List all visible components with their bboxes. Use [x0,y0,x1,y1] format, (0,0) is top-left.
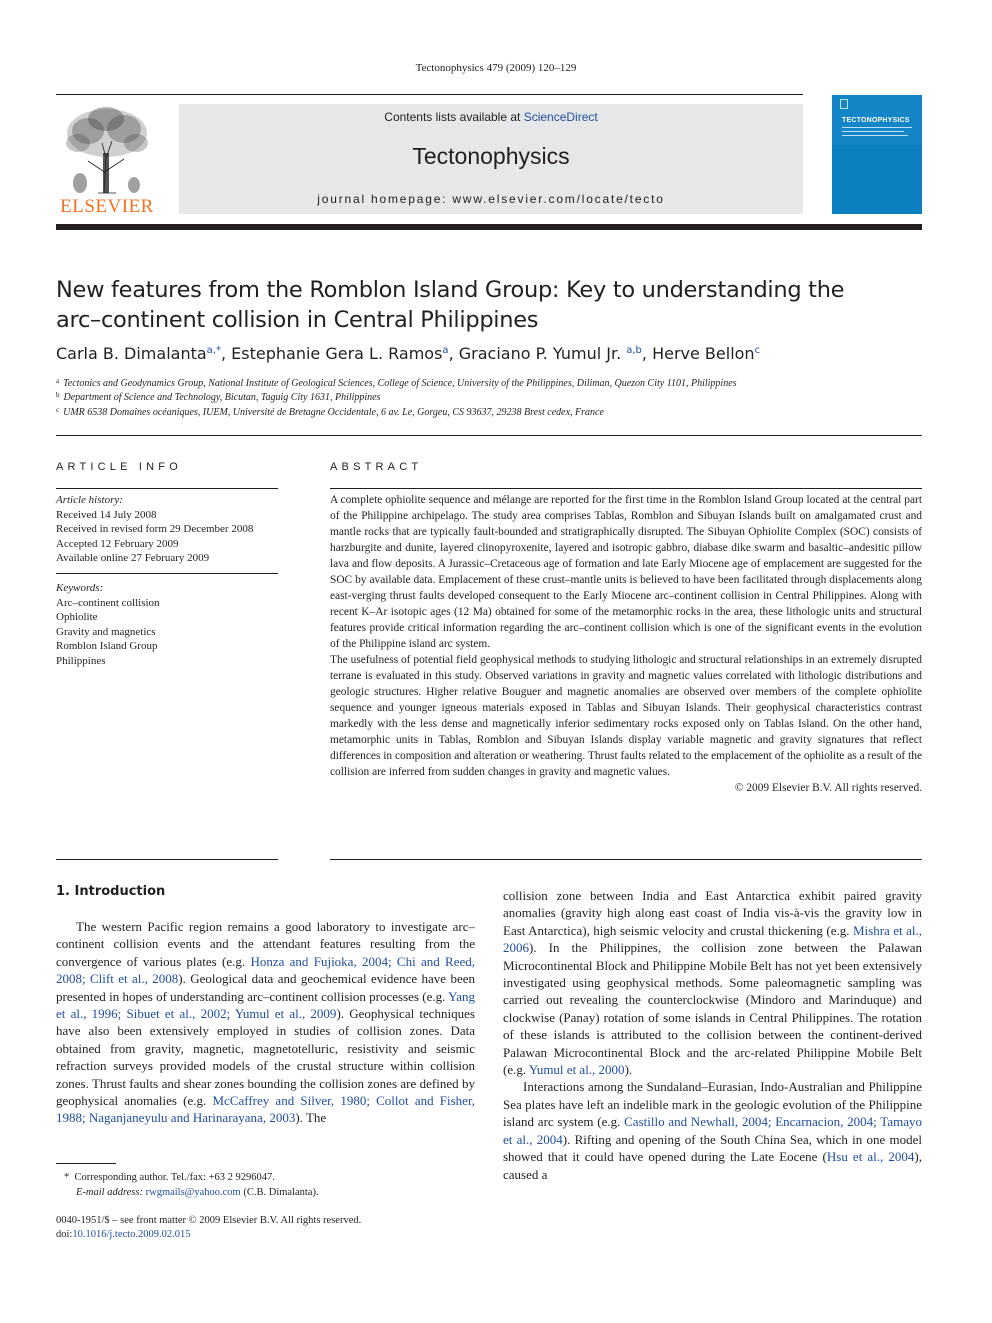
body-column-left [56,918,475,1127]
abstract-heading: ABSTRACT [330,461,423,473]
article-info-bottom-rule [56,859,278,860]
keywords [56,581,278,668]
title-line-1: New features from the Romblon Island Group: Key to understanding the [56,277,845,303]
body-text: The western Pacific region remains a good laboratory to investigate arc–continent collision events and the attendant features resulting from the convergence of various plates (e.g. [56,919,475,969]
affiliation [56,377,936,389]
abstract-rule [330,488,922,489]
doi-link[interactable]: 10.1016/j.tecto.2009.02.015 [72,1229,191,1240]
history-item: Available online 27 February 2009 [56,552,210,564]
body-text: ). In the Philippines, the collision zone between the Palawan Microcontinental Block and Philippine Mobile Belt has not yet been extensively investigated using geophysical methods. Some paleomagnetic sampling was carried out revealing the counterclockwise (Mindoro and Marinduque) and clockwise (Panay) rotation of some islands in Central Philippines. The rotation of these islands is attributed to the collision between the continent-derived Palawan Microcontinental Block and the arc-related Philippine Mobile Belt (e.g. [503,940,922,1078]
citation-link[interactable]: Honza and Fujioka, 2004; Chi and Reed, 2008; Clift et al., 2008 [56,953,475,987]
elsevier-wordmark: ELSEVIER [60,196,154,217]
elsevier-tree-icon [58,103,156,195]
author-name[interactable]: Estephanie Gera L. Ramos [231,344,443,363]
cover-text-line [842,127,912,128]
author-separator: , [641,344,653,363]
journal-citation: Tectonophysics 479 (2009) 120–129 [415,62,577,74]
author-affiliation-mark[interactable]: a,* [206,345,221,356]
header-thick-rule [56,224,922,230]
keywords-rule [56,573,278,574]
body-text: ). [624,1062,633,1078]
header-top-rule [56,94,803,95]
body-text: collision zone between India and East Antarctica exhibit paired gravity anomalies (gravity high along east coast of India vis-à-vis the gravity low in East Antarctica), high seismic velocity and crustal thickening (e.g. [503,888,922,938]
affiliation-text: UMR 6538 Domaines océaniques, IUEM, Université de Bretagne Occidentale, 6 av. Le, Gorgeu, CS 93637, 29238 Brest cedex, France [63,407,604,418]
body-text: ). Geophysical techniques have also been extensively employed in studies of collision zones. Data obtained from gravity, magnetic, magnetotelluric, resistivity and seismic refraction surveys provided models of the crustal structure within collision zones. Thrust faults and shear zones bounding the collision zones are defined by geophysical anomalies (e.g. [56,1006,475,1109]
author-separator: , [448,344,459,363]
keyword-item: Philippines [56,654,106,667]
contents-prefix: Contents lists available at [384,110,524,124]
affiliation-text: Tectonics and Geodynamics Group, National Institute of Geological Sciences, College of Science, University of the Philippines, Diliman, Quezon City 1101, Philippines [63,378,737,389]
corresponding-author-note [56,1170,476,1185]
article-title [56,275,916,335]
body-paragraph [503,887,922,1078]
section-heading-introduction: 1. Introduction [56,884,166,899]
affiliation-rule [56,435,922,436]
author-name[interactable]: Carla B. Dimalanta [56,344,207,363]
email-label: E-mail address: [76,1187,146,1198]
abstract-bottom-rule [330,859,922,860]
article-history [56,493,278,566]
cover-title: TECTONOPHYSICS [842,117,910,124]
author-separator: , [220,344,232,363]
keyword-item: Gravity and magnetics [56,625,156,638]
contents-line [179,110,803,124]
author-affiliation-mark[interactable]: a,b [626,345,642,356]
article-info-rule [56,488,278,489]
footnote-rule [56,1163,116,1164]
author-affiliation-mark[interactable]: c [754,345,761,356]
journal-header [179,104,803,214]
author-name[interactable]: Graciano P. Yumul Jr. [458,344,627,363]
elsevier-logo[interactable] [56,103,158,215]
citation-link[interactable]: Yang et al., 1996; Sibuet et al., 2002; Yumul et al., 2009 [56,988,475,1022]
body-text: ). Geological data and geochemical evidence have been presented in hopes of understanding arc–continent collision processes (e.g. [56,971,475,1004]
body-text: ), caused a [503,1149,922,1182]
affiliation-key: a [56,377,60,385]
author-list [56,344,916,363]
cover-emblem-icon [840,99,848,109]
body-text: Interactions among the Sundaland–Eurasian, Indo-Australian and Philippine Sea plates have left an indelible mark in the geologic evolution of the Philippine island arc system (e.g. [503,1079,922,1130]
article-info-heading: ARTICLE INFO [56,461,182,473]
cover-text-line [842,135,908,136]
email-suffix: (C.B. Dimalanta). [240,1187,319,1198]
keyword-item: Romblon Island Group [56,640,158,652]
journal-homepage[interactable]: journal homepage: www.elsevier.com/locate/tecto [317,192,665,206]
copyright-notice: © 2009 Elsevier B.V. All rights reserved. [734,782,922,794]
abstract-paragraph: A complete ophiolite sequence and mélange are reported for the first time in the Romblon Island Group located at the central part of the Philippine archipelago. The study area comprises Tablas, Romblon and Sibuyan Islands built on amalgamated crust and mantle rocks that are typically fault-bounded and stratigraphically disrupted. The Sibuyan Ophiolite Complex (SOC) consists of harzburgite and dunite, layered clinopyroxenite, layered and isotropic gabbro, diabase dike swarm and basaltic–andesitic pillow lava and flow deposits. A Jurassic–Cretaceous age of formation and late Early Miocene age of emplacement are suggested for the SOC by available data. Emplacement of these crust–mantle units is believed to have been facilitated through displacements along east-verging thrust faults developed consequent to the Early Miocene arc–continent collision in Central Philippines. Along with recent K–Ar isotopic ages (12 Ma) obtained for some of the metamorphic rocks in the area, these lithologic units and structural features provide critical information regarding the arc–continent collision which is one of the significant events in the evolution of the Philippine island arc system. [330,494,922,650]
keyword-item: Arc–continent collision [56,596,160,609]
affiliation [56,406,936,418]
body-paragraph [503,1078,922,1182]
corresponding-author-text: Corresponding author. Tel./fax: +63 2 9296047. [74,1172,275,1183]
body-text: ). Rifting and opening of the South China Sea, which in one model showed that it could have opened during the Late Eocene ( [503,1131,922,1165]
email-link[interactable]: rwgmails@yahoo.com [145,1187,241,1198]
doi-line [56,1228,476,1242]
body-column-right [503,887,922,1183]
email-note [56,1185,476,1200]
citation-link[interactable]: Castillo and Newhall, 2004; Encarnacion, 2004; Tamayo et al., 2004 [503,1114,922,1147]
keywords-label: Keywords: [56,582,104,594]
title-line-2: arc–continent collision in Central Philippines [56,307,539,333]
history-item: Accepted 12 February 2009 [56,537,179,550]
journal-name[interactable]: Tectonophysics [412,143,570,169]
history-item: Received 14 July 2008 [56,508,157,521]
citation-link[interactable]: Yumul et al., 2000 [528,1062,625,1078]
affiliation-key: c [56,406,60,414]
footnote-mark: * [64,1172,75,1183]
affiliation-key: b [56,391,60,399]
citation-link[interactable]: McCaffrey and Silver, 1980; Collot and Fisher, 1988; Naganjaneyulu and Harinarayana, 2003 [56,1093,475,1126]
abstract-paragraph: The usefulness of potential field geophysical methods to studying lithologic and structural relationships in an extremely disrupted terrane is evaluated in this study. Observed variations in gravity and magnetic values correlated with lithologic distributions and geologic structures. Higher relative Bouguer and magnetic anomalies are observed over members of the complete ophiolite sequence and younger igneous materials exposed in Tablas and Sibuyan Islands. Their geophysical characteristics contrast markedly with the less dense and magnetically inferior sedimentary rocks exposed only on Tablas Island. On the other hand, metamorphic units in Tablas, Romblon and Sibuyan Islands display variable magnetic and gravity signatures that reflect differences in composition and alteration or weathering. Thrust faults related to the emplacement of the ophiolite as a result of the collision are inferred from sudden changes in gravity and magnetic values. [330,654,922,778]
author-affiliation-mark[interactable]: a [442,345,449,356]
doi-label: doi: [56,1229,73,1240]
journal-cover-thumbnail[interactable] [832,95,922,214]
body-paragraph [56,918,475,1127]
author-name[interactable]: Herve Bellon [652,344,755,363]
cover-text-line [842,131,904,132]
keyword-item: Ophiolite [56,611,98,623]
citation-link[interactable]: Mishra et al., 2006 [503,922,922,956]
sciencedirect-link[interactable]: ScienceDirect [523,110,598,124]
abstract-body [330,492,922,796]
history-item: Received in revised form 29 December 2008 [56,523,254,535]
affiliation [56,391,936,403]
affiliation-text: Department of Science and Technology, Bicutan, Taguig City 1631, Philippines [63,392,381,403]
history-label: Article history: [56,494,123,506]
body-text: ). The [295,1110,327,1126]
issn-line: 0040-1951/$ – see front matter © 2009 Elsevier B.V. All rights reserved. [56,1215,362,1226]
citation-link[interactable]: Hsu et al., 2004 [826,1149,915,1165]
